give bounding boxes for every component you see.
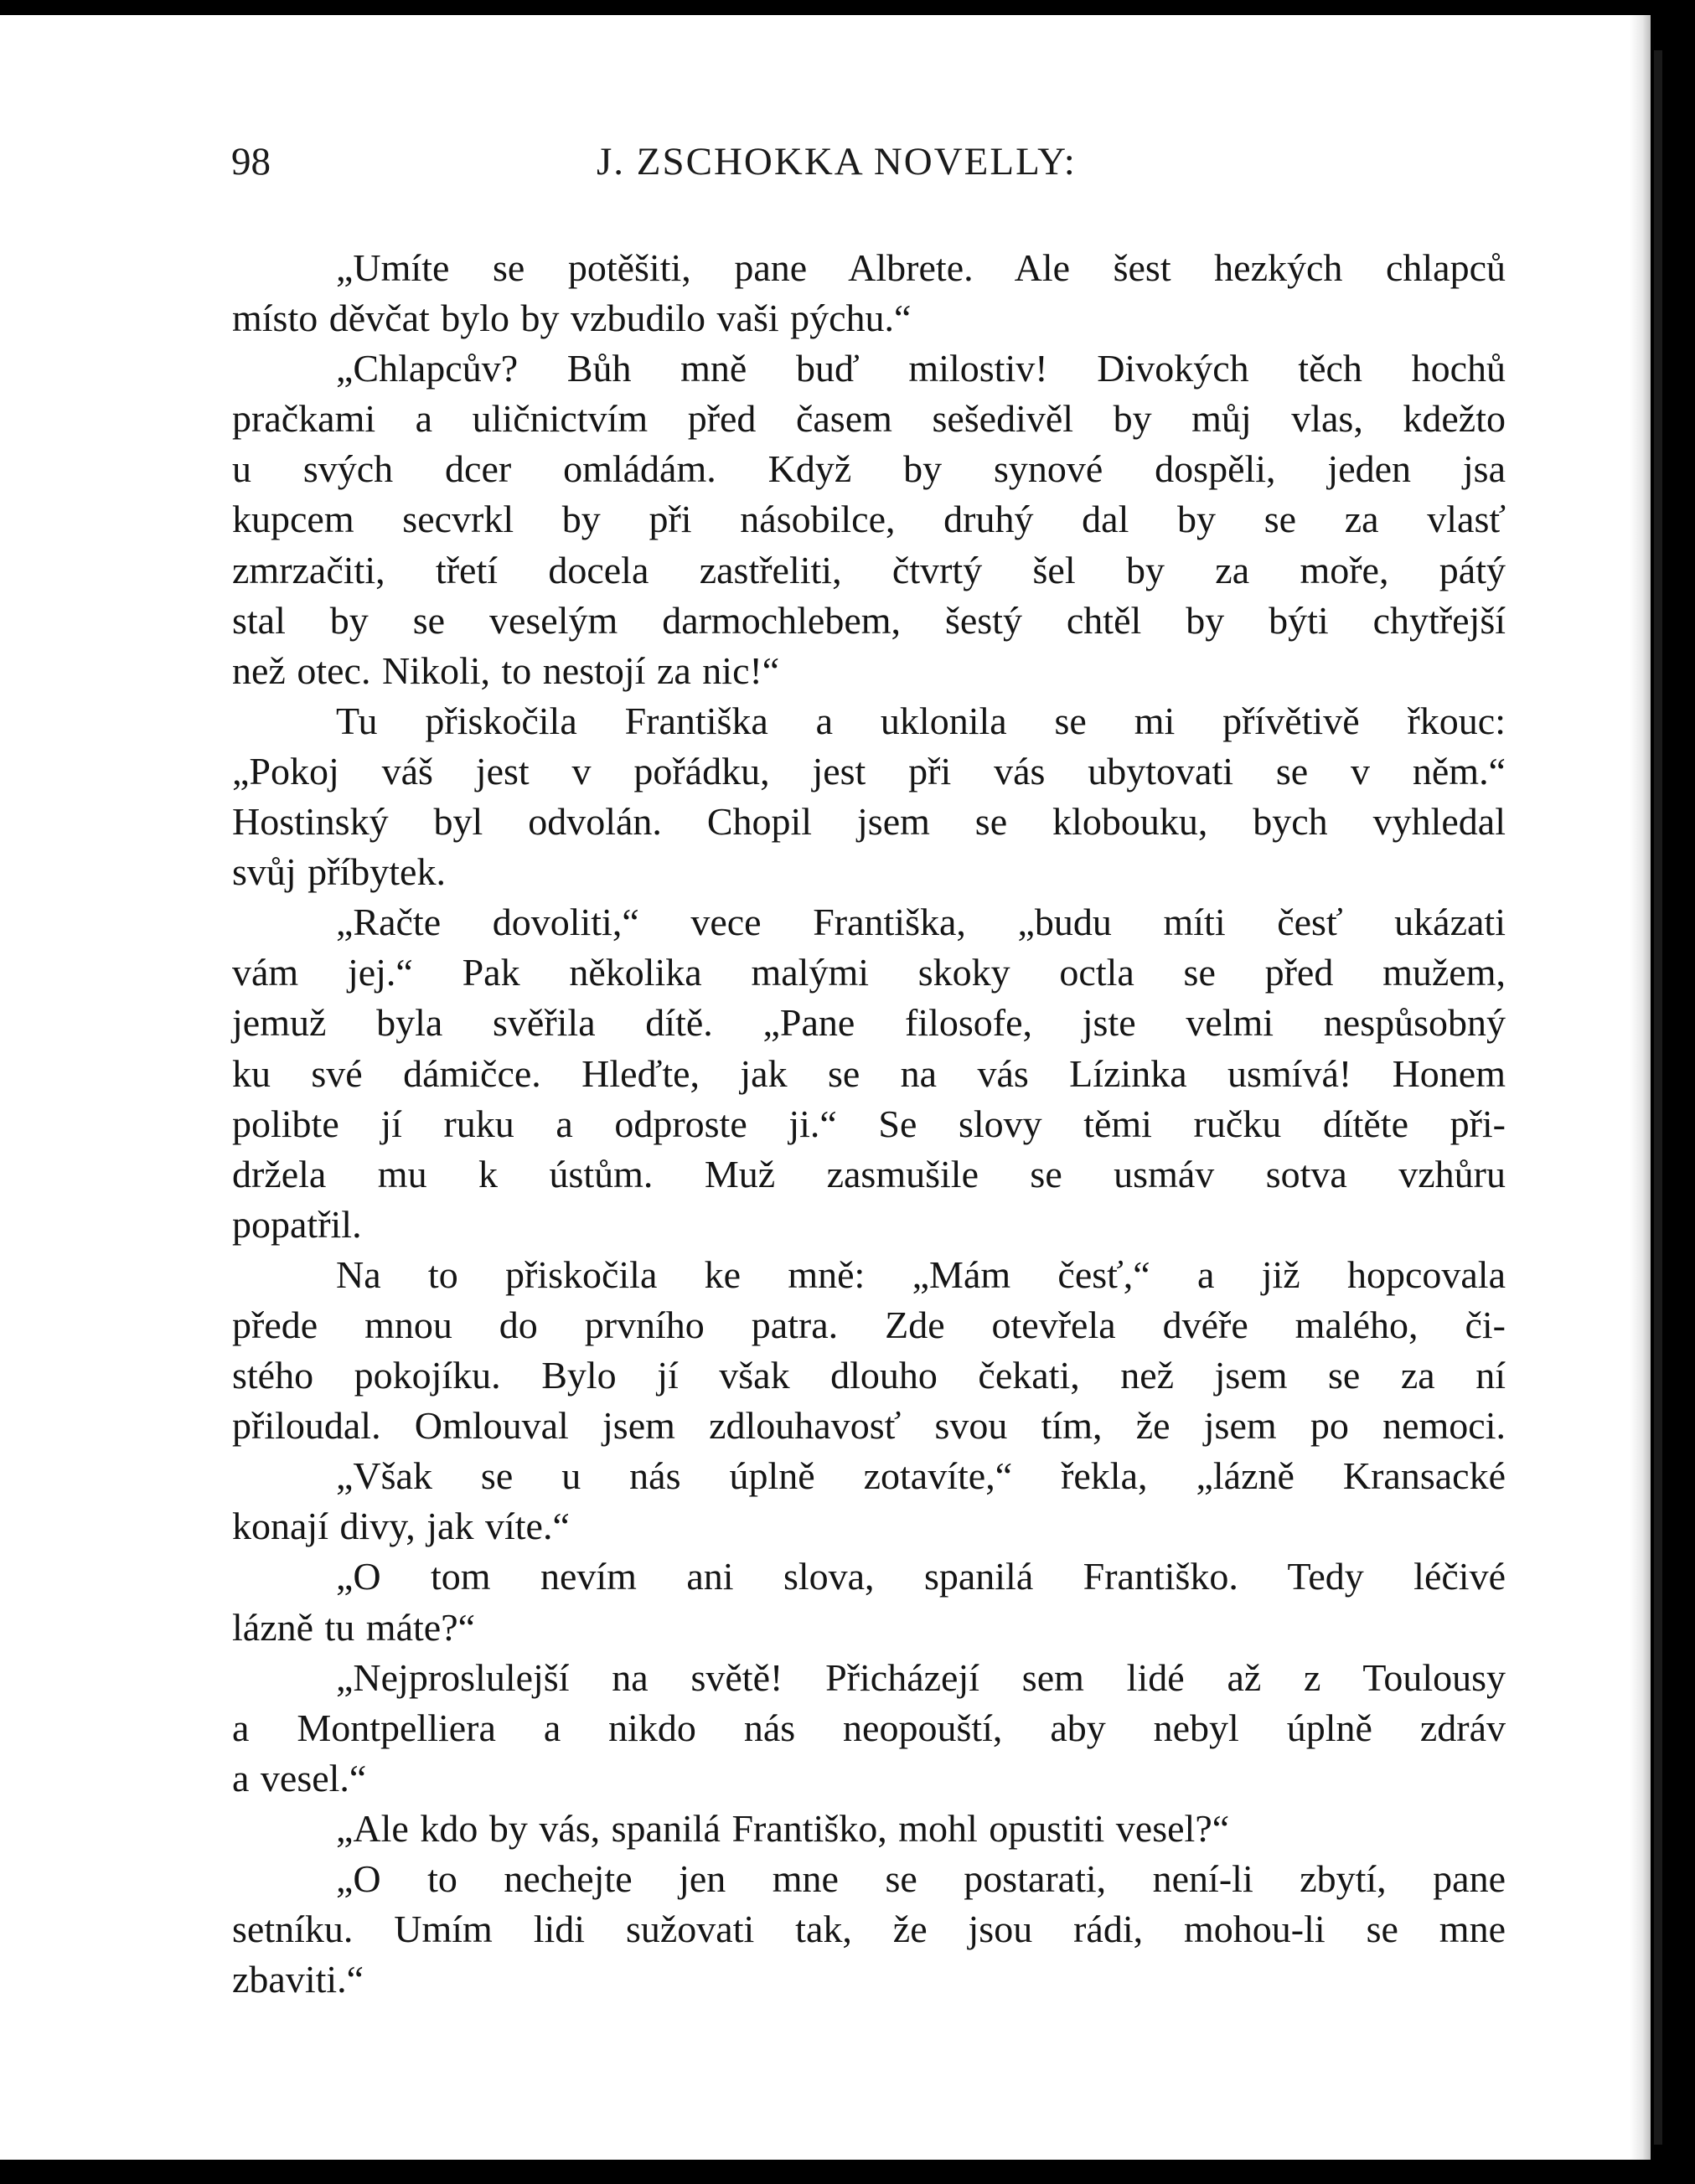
text-line: „Pokoj váš jest v pořádku, jest při vás ubytovati se v něm.“ <box>232 749 1506 793</box>
page-number: 98 <box>231 140 271 183</box>
text-line: „O to nechejte jen mne se postarati, není-li zbytí, pane <box>336 1857 1506 1900</box>
text-line: „Však se u nás úplně zotavíte,“ řekla, „lázně Kransacké <box>336 1454 1506 1498</box>
running-head: J. ZSCHOKKA NOVELLY: <box>597 140 1077 183</box>
text-line: zbaviti.“ <box>232 1958 364 2001</box>
text-line: stal by se veselým darmochlebem, šestý chtěl by býti chytřejší <box>232 598 1506 642</box>
text-line: Na to přiskočila ke mně: „Mám česť,“ a již hopcovala <box>336 1252 1506 1296</box>
text-line: „Račte dovoliti,“ vece Františka, „budu míti česť ukázati <box>336 901 1506 944</box>
text-line: zmrzačiti, třetí docela zastřeliti, čtvrtý šel by za moře, pátý <box>232 548 1506 591</box>
text-line: kupcem secvrkl by při násobilce, druhý dal by se za vlasť <box>232 498 1506 541</box>
text-line: lázně tu máte?“ <box>232 1605 476 1649</box>
text-line: stého pokojíku. Bylo jí však dlouho čekati, než jsem se za ní <box>232 1354 1506 1397</box>
text-line: Tu přiskočila Františka a uklonila se mi přívětivě řkouc: <box>336 699 1506 742</box>
text-line: „Umíte se potěšiti, pane Albrete. Ale šest hezkých chlapců <box>336 246 1506 289</box>
text-line: pračkami a uličnictvím před časem sešedivěl by můj vlas, kdežto <box>232 397 1506 441</box>
text-line: „O tom nevím ani slova, spanilá Františko. Tedy léčivé <box>336 1555 1506 1598</box>
text-line: u svých dcer omládám. Když by synové dospěli, jeden jsa <box>232 447 1506 491</box>
text-line: ku své dámičce. Hleďte, jak se na vás Lízinka usmívá! Honem <box>232 1051 1506 1095</box>
text-line: držela mu k ústům. Muž zasmušile se usmáv sotva vzhůru <box>232 1152 1506 1195</box>
text-line: popatřil. <box>232 1202 362 1246</box>
text-line: polibte jí ruku a odproste ji.“ Se slovy těmi ručku dítěte při- <box>232 1102 1506 1145</box>
text-line: a vesel.“ <box>232 1756 367 1799</box>
text-line: jemuž byla svěřila dítě. „Pane filosofe, jste velmi nespůsobný <box>232 1001 1506 1045</box>
text-line: vám jej.“ Pak několika malými skoky octla se před mužem, <box>232 951 1506 994</box>
text-line: a Montpelliera a nikdo nás neopouští, aby nebyl úplně zdráv <box>232 1706 1506 1749</box>
text-line: setníku. Umím lidi sužovati tak, že jsou rádi, mohou-li se mne <box>232 1908 1506 1951</box>
page-edge-shadow <box>1630 15 1651 2160</box>
text-line: konají divy, jak víte.“ <box>232 1505 570 1548</box>
text-line: svůj příbytek. <box>232 850 446 894</box>
page-header <box>231 139 1505 193</box>
book-binding-edge <box>1654 50 1662 2145</box>
text-line: „Ale kdo by vás, spanilá Františko, mohl opustiti vesel?“ <box>336 1806 1230 1850</box>
text-line: přiloudal. Omlouval jsem zdlouhavosť svou tím, že jsem po nemoci. <box>232 1404 1506 1448</box>
body-text <box>232 243 1506 2005</box>
text-line: než otec. Nikoli, to nestojí za nic!“ <box>232 648 780 692</box>
text-line: „Chlapcův? Bůh mně buď milostiv! Divokých těch hochů <box>336 347 1506 390</box>
text-line: přede mnou do prvního patra. Zde otevřela dvéře malého, či- <box>232 1303 1506 1346</box>
text-line: místo děvčat bylo by vzbudilo vaši pýchu.“ <box>232 297 912 340</box>
text-line: „Nejproslulejší na světě! Přicházejí sem lidé až z Toulousy <box>336 1655 1506 1699</box>
text-line: Hostinský byl odvolán. Chopil jsem se klobouku, bych vyhledal <box>232 800 1506 844</box>
